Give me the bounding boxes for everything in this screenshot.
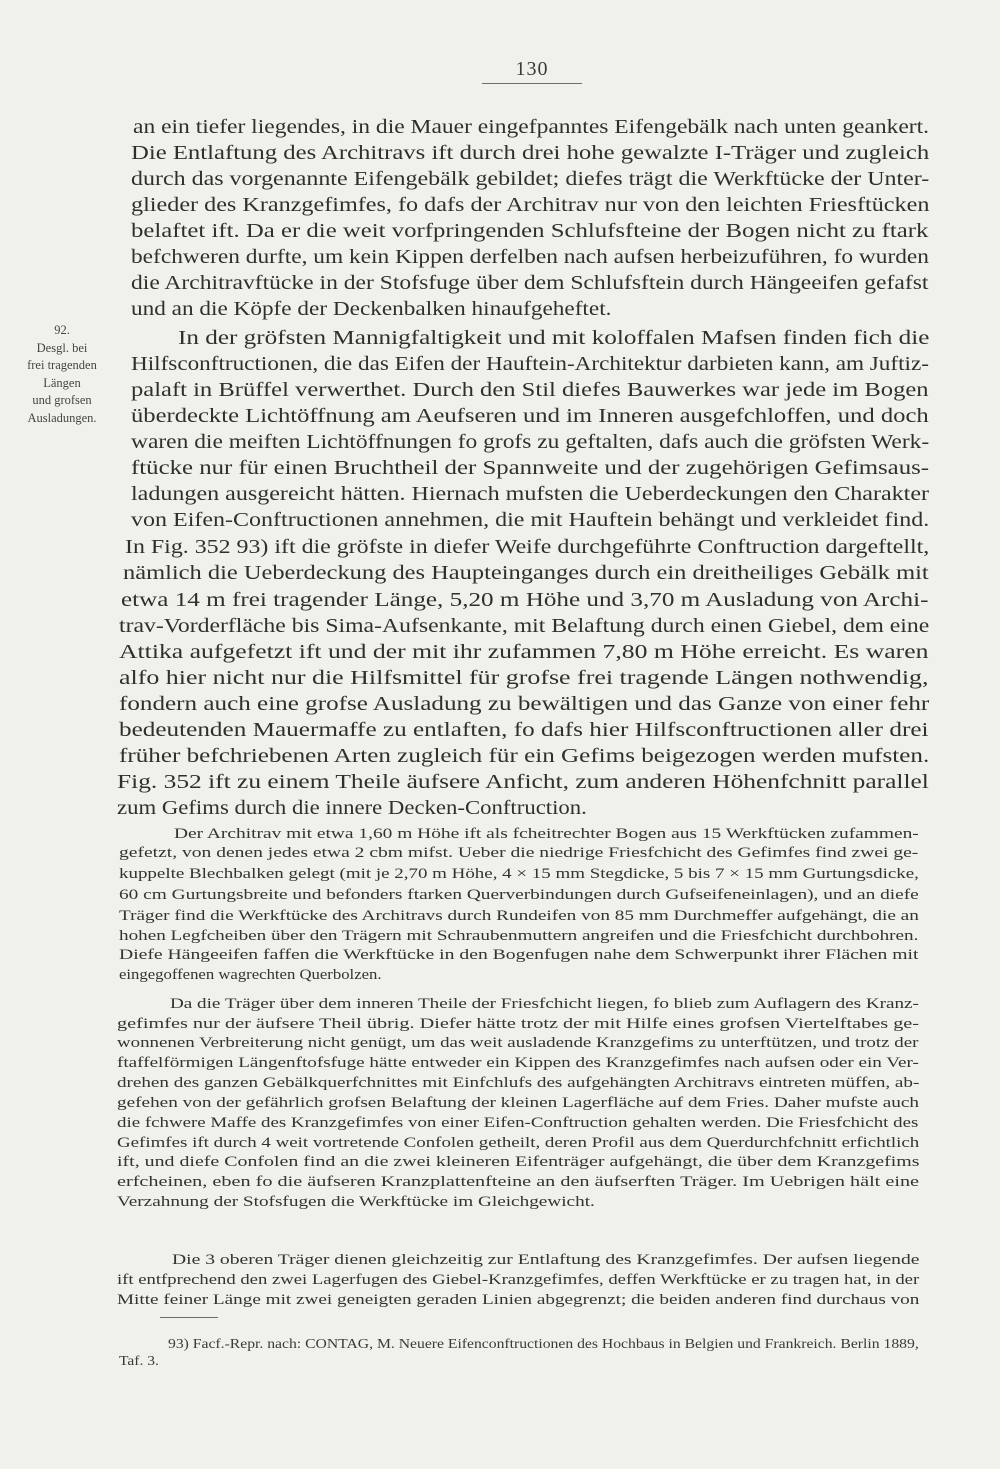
body-line: etwa 14 m frei tragender Länge, 5,20 m Höhe und 3,70 m Ausladung von Archi-: [121, 590, 929, 611]
body-line: Die Entlaftung des Architravs ift durch drei hohe gewalzte I-Träger und zugleich: [131, 143, 930, 164]
body-line: Fig. 352 ift zu einem Theile äufsere Anficht, zum anderen Höhenfchnitt parallel: [117, 772, 929, 793]
body-line: In der gröfsten Mannigfaltigkeit und mit koloffalen Mafsen finden fich die: [178, 328, 930, 349]
body-line: Attika aufgefetzt ift und der mit ihr zufammen 7,80 m Höhe erreicht. Es waren: [119, 642, 929, 663]
small-print-line: ift entfprechend den zwei Lagerfugen des Giebel-Kranzgefimfes, deffen Werkftücke er zu tragen hat, in der: [117, 1272, 920, 1288]
body-line: glieder des Kranzgefimfes, fo dafs der Architrav nur von den leichten Friesftücken: [131, 195, 930, 216]
body-line: alfo hier nicht nur die Hilfsmittel für grofse frei tragende Längen nothwendig,: [119, 668, 929, 689]
small-print-line: hohen Legfcheiben über den Trägern mit Schraubenmuttern angreifen und die Friesfchicht durchbohren.: [119, 928, 919, 944]
small-print-line: gefehen von der gefährlich grofsen Belaftung der kleinen Lagerfläche auf dem Fries. Daher mufste auch: [117, 1095, 920, 1111]
body-line: nämlich die Ueberdeckung des Haupteinganges durch ein dreitheiliges Gebälk mit: [123, 563, 929, 584]
page-number: 130: [515, 58, 549, 80]
small-print-line: Träger find die Werkftücke des Architravs durch Rundeifen von 85 mm Durchmeffer aufgehängt, die an: [119, 908, 919, 924]
small-print-line: gefimfes nur der äufsere Theil übrig. Diefer hätte trotz der mit Hilfe eines grofsen Viertelftabes ge-: [117, 1016, 920, 1032]
small-print-line: ift, und diefe Confolen find an die zwei kleineren Eifenträger aufgehängt, die über dem Kranzgefims: [117, 1154, 920, 1170]
margin-note-line: und grofsen: [32, 393, 92, 407]
body-line: belaftet ift. Da er die weit vorfpringenden Schlufsfteine der Bogen nicht zu ftark: [131, 221, 929, 242]
body-line: von Eifen-Conftructionen annehmen, die mit Hauftein behängt und verkleidet find.: [131, 510, 930, 531]
small-print-line: eingegoffenen wagrechten Querbolzen.: [119, 967, 382, 983]
small-print-line: gefetzt, von denen jedes etwa 2 cbm mifst. Ueber die niedrige Friesfchicht des Gefimfes find zwei ge-: [119, 845, 919, 861]
body-line: palaft in Brüffel verwerthet. Durch den Stil diefes Bauwerkes war jede im Bogen: [131, 380, 929, 401]
body-line: trav-Vorderfläche bis Sima-Aufsenkante, mit Belaftung durch einen Giebel, dem eine: [119, 616, 930, 637]
body-line: ladungen ausgereicht hätten. Hiernach mufsten die Ueberdeckungen den Charakter: [131, 484, 930, 505]
body-line: früher befchriebenen Arten zugleich für ein Gefims beigezogen werden mufsten.: [119, 746, 930, 767]
footnote-rule: [160, 1317, 218, 1318]
small-print-line: kuppelte Blechbalken gelegt (mit je 2,70 m Höhe, 4 × 15 mm Stegdicke, 5 bis 7 × 15 mm Gurtungsdicke,: [119, 866, 919, 882]
small-print-line: Gefimfes ift durch 4 weit vortretende Confolen getheilt, deren Profil aus dem Querdurchfchnitt erfichtlich: [117, 1135, 920, 1151]
margin-note: [2, 322, 122, 427]
margin-note-line: Desgl. bei: [36, 340, 88, 355]
page-number-rule: [482, 83, 582, 84]
body-line: durch das vorgenannte Eifengebälk gebildet; diefes trägt die Werkftücke der Unter-: [131, 169, 930, 190]
small-print-line: erfcheinen, eben fo die äufseren Kranzplattenfteine an den äufserften Träger. Im Uebrigen hält eine: [117, 1174, 920, 1190]
footnote-line: 93) Facf.-Repr. nach: CONTAG, M. Neuere Eifenconftructionen des Hochbaus in Belgien und Frankreich. Berlin 1889,: [168, 1336, 919, 1351]
margin-note-line: Ausladungen.: [27, 410, 97, 425]
body-line: überdeckte Lichtöffnung am Aeufseren und im Inneren ausgefchloffen, und doch: [131, 406, 929, 427]
small-print-line: Der Architrav mit etwa 1,60 m Höhe ift als fcheitrechter Bogen aus 15 Werkftücken zufammen-: [174, 826, 919, 842]
body-line: waren die meiften Lichtöffnungen fo grofs zu geftalten, dafs auch die gröfsten Werk-: [131, 432, 930, 453]
small-print-line: Verzahnung der Stofsfugen die Werkftücke im Gleichgewicht.: [117, 1194, 595, 1210]
small-print-line: drehen des ganzen Gebälkquerfchnittes mit Einfchlufs des aufgehängten Architravs eintreten müffen, ab-: [117, 1075, 920, 1091]
body-line: ftücke nur für einen Bruchtheil der Spannweite und der zugehörigen Gefimsaus-: [131, 458, 930, 479]
body-line: die Architravftücke in der Stofsfuge über dem Schlufsftein durch Hängeeifen gefafst: [131, 273, 929, 294]
body-line: In Fig. 352 93) ift die gröfste in diefer Weife durchgeführte Conftruction dargeftellt,: [125, 537, 930, 558]
margin-note-line: Längen: [43, 375, 81, 390]
small-print-line: Mitte feiner Länge mit zwei geneigten geraden Linien abgegrenzt; die beiden anderen find durchaus von: [117, 1292, 920, 1308]
small-print-line: wonnenen Verbreiterung nicht genügt, um das weit ausladende Kranzgefims zu unterftützen, und trotz der: [117, 1035, 919, 1051]
small-print-line: Diefe Hängeeifen faffen die Werkftücke in den Bogenfugen nahe dem Schwerpunkt ihrer Flächen mit: [119, 947, 919, 963]
body-line: zum Gefims durch die innere Decken-Conftruction.: [117, 798, 587, 819]
margin-note-line: 92.: [54, 323, 70, 337]
body-line: fondern auch eine grofse Ausladung zu bewältigen und das Ganze von einer fehr: [119, 694, 930, 715]
small-print-line: 60 cm Gurtungsbreite und befonders ftarken Querverbindungen durch Gufseifeneinlagen), und an diefe: [119, 887, 919, 903]
body-line: befchweren durfte, um kein Kippen derfelben nach aufsen herbeizuführen, fo wurden: [131, 247, 929, 268]
small-print-line: die fchwere Maffe des Kranzgefimfes von einer Eifen-Conftruction gehalten werden. Die Friesfchicht des: [117, 1115, 919, 1131]
body-line: und an die Köpfe der Deckenbalken hinaufgeheftet.: [131, 299, 612, 320]
small-print-line: Die 3 oberen Träger dienen gleichzeitig zur Entlaftung des Kranzgefimfes. Der aufsen liegende: [172, 1252, 920, 1268]
body-line: Hilfsconftructionen, die das Eifen der Hauftein-Architektur darbieten kann, am Juftiz-: [131, 354, 929, 375]
small-print-line: Da die Träger über dem inneren Theile der Friesfchicht liegen, fo blieb zum Auflagern des Kranz-: [170, 996, 919, 1012]
small-print-line: ftaffelförmigen Längenftofsfuge hätte entweder ein Kippen des Kranzgefimfes nach aufsen oder ein Ver-: [117, 1055, 919, 1071]
margin-note-line: frei tragenden: [27, 358, 97, 372]
body-line: an ein tiefer liegendes, in die Mauer eingefpanntes Eifengebälk nach unten geankert.: [133, 117, 930, 138]
body-line: bedeutenden Mauermaffe zu entlaften, fo dafs hier Hilfsconftructionen aller drei: [119, 720, 929, 741]
footnote-line: Taf. 3.: [119, 1353, 159, 1368]
